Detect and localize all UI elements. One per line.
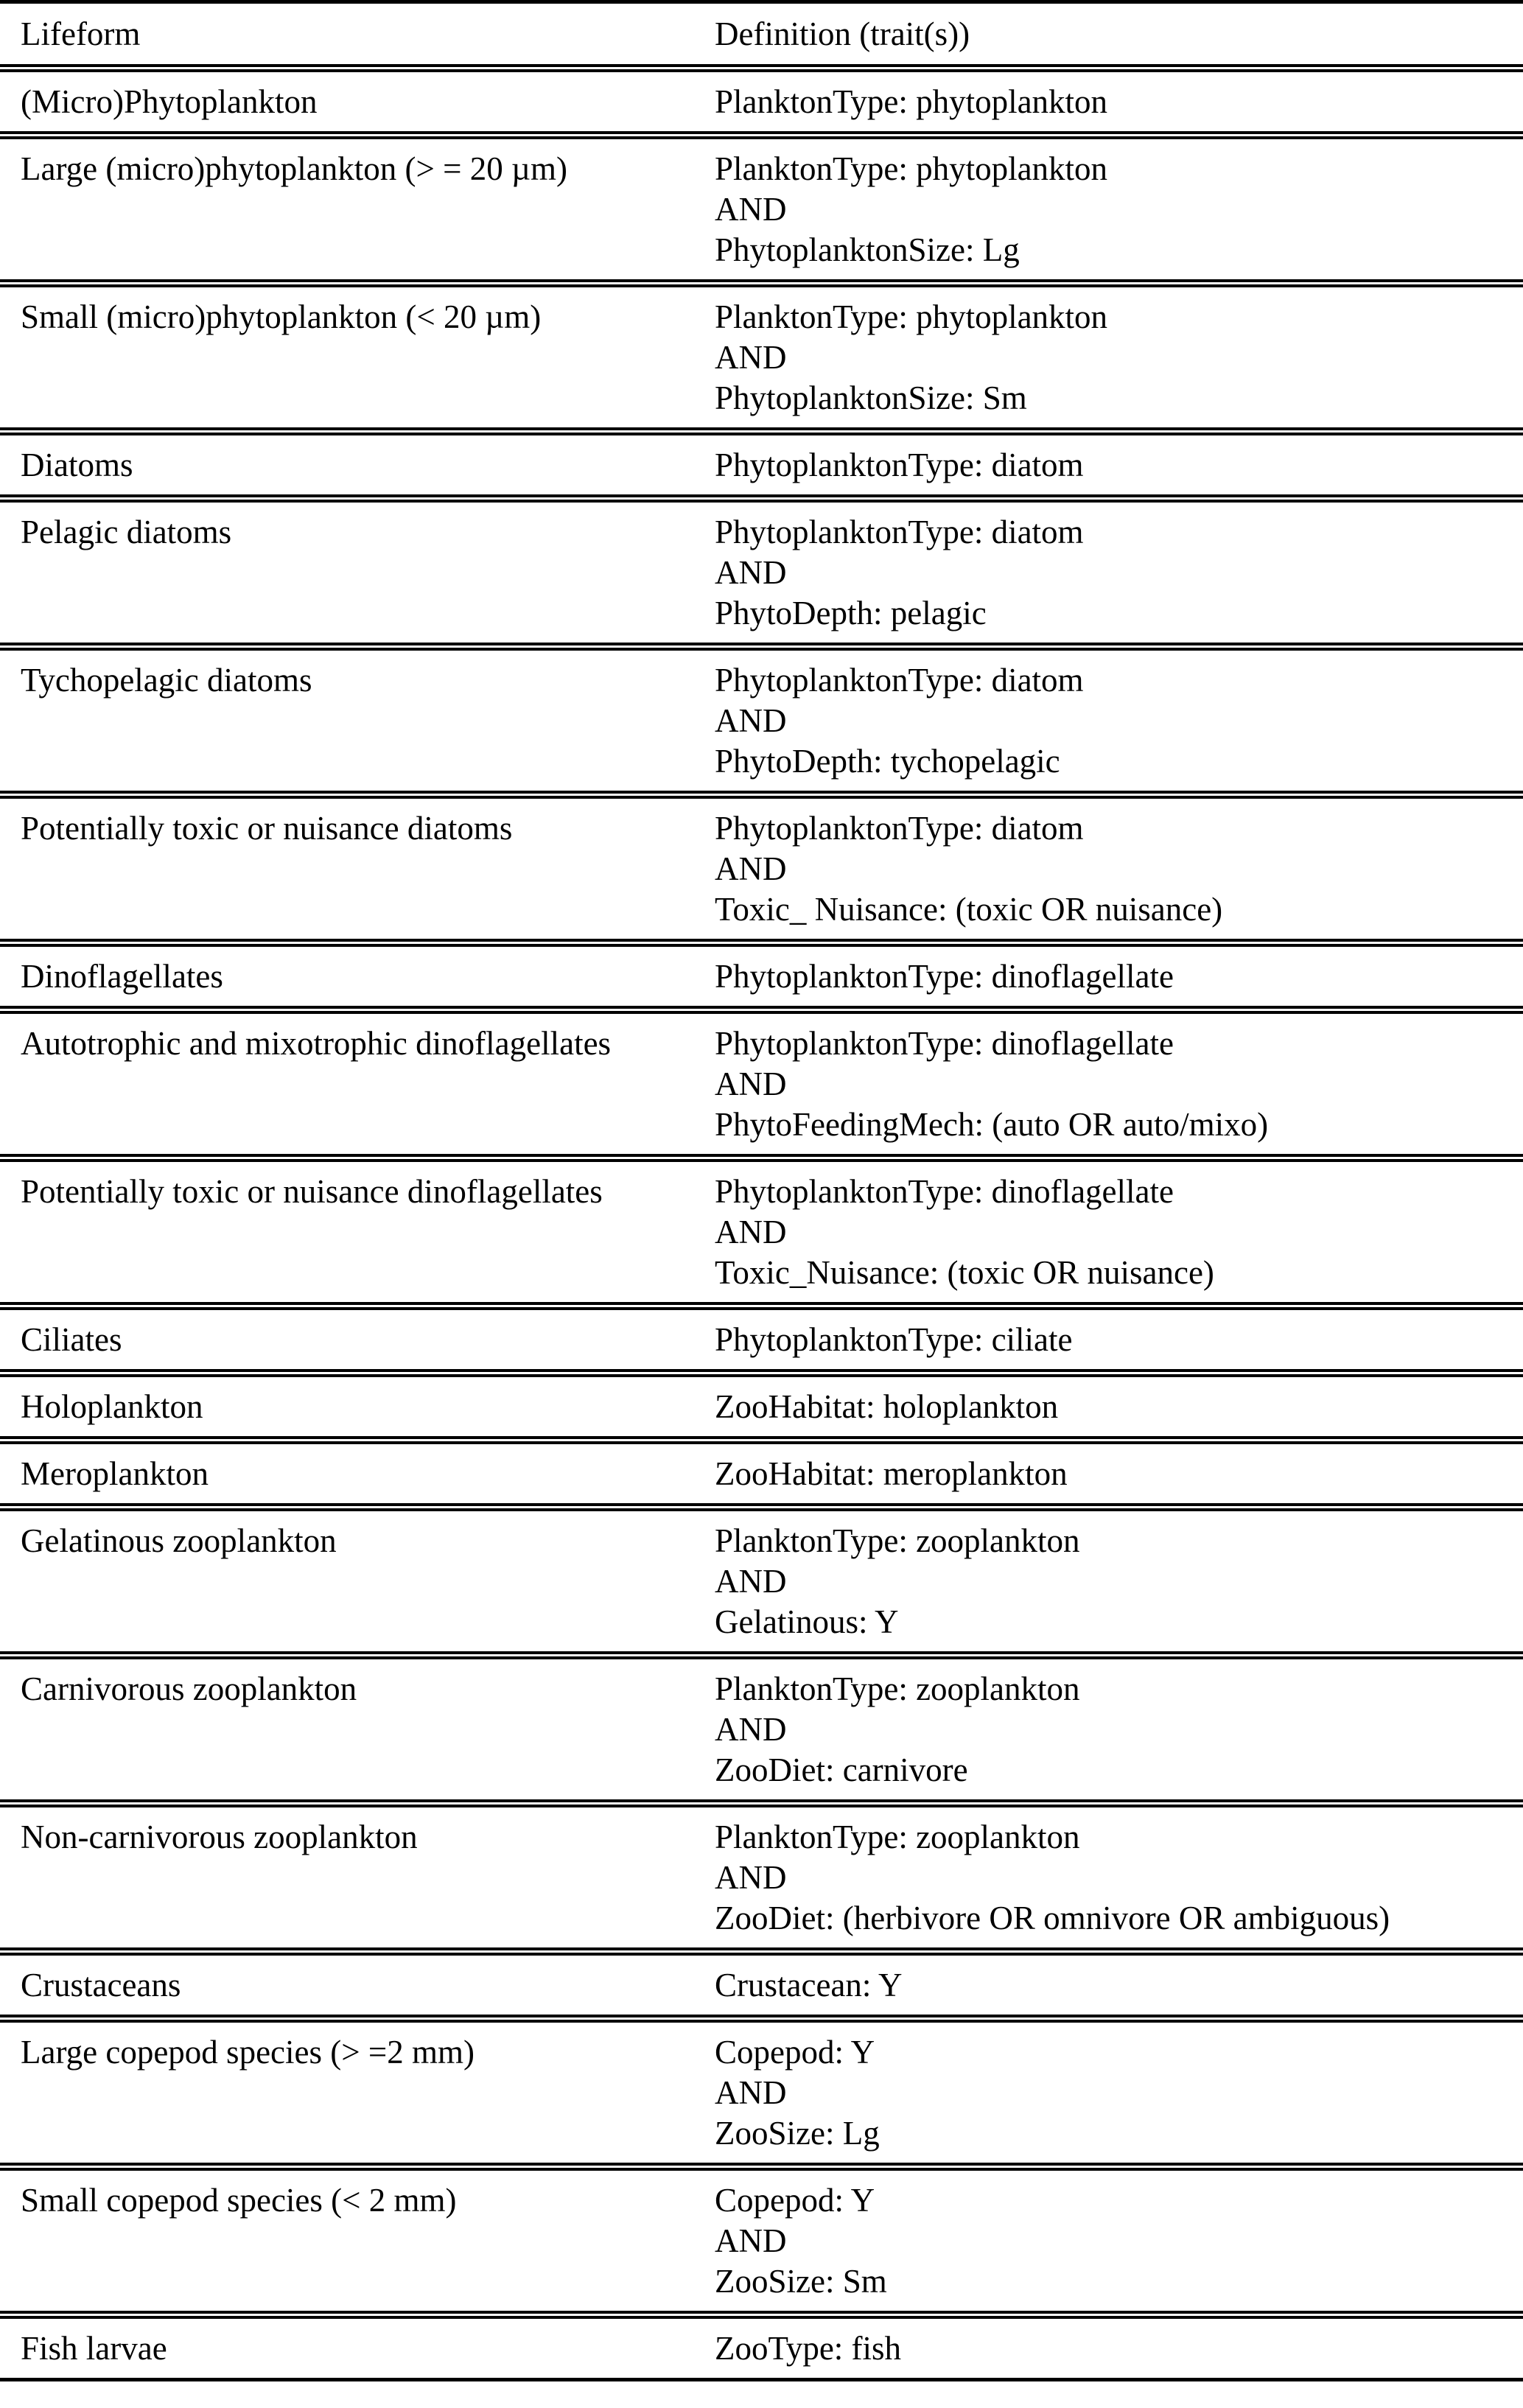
definition-line: PhytoplanktonSize: Sm [715,379,1027,416]
definition-line: PhytoplanktonType: diatom [715,662,1084,699]
lifeform-cell: Large copepod species (> =2 mm) [0,2019,696,2167]
definition-line: AND [715,191,787,228]
table-row [0,284,1523,432]
definition-cell [696,795,1523,943]
definition-line: AND [715,702,787,739]
table-row [0,136,1523,284]
lifeform-cell: Potentially toxic or nuisance dinoflagellates [0,1158,696,1306]
definition-cell [696,2167,1523,2315]
lifeform-cell: Ciliates [0,1306,696,1373]
definition-line: PhytoFeedingMech: (auto OR auto/mixo) [715,1106,1269,1143]
column-header-definition: Definition (trait(s)) [696,2,1523,69]
definition-line: PlanktonType: phytoplankton [715,83,1108,120]
definition-line: PhytoplanktonType: diatom [715,447,1084,483]
definition-cell [696,499,1523,647]
definition-line: ZooHabitat: meroplankton [715,1455,1068,1492]
definition-line: Copepod: Y [715,2182,875,2219]
table-row [0,1508,1523,1656]
definition-line: PlanktonType: phytoplankton [715,150,1108,187]
definition-cell [696,1158,1523,1306]
table-row [0,432,1523,499]
definition-line: ZooType: fish [715,2330,902,2367]
table-row [0,1010,1523,1158]
table-row [0,2167,1523,2315]
definition-line: PlanktonType: zooplankton [715,1819,1080,1855]
definition-cell [696,136,1523,284]
definition-line: ZooDiet: carnivore [715,1751,968,1788]
lifeform-cell: Fish larvae [0,2315,696,2380]
table-row [0,2315,1523,2380]
lifeform-cell: Meroplankton [0,1441,696,1508]
lifeform-cell: Small copepod species (< 2 mm) [0,2167,696,2315]
definition-cell [696,2019,1523,2167]
definition-line: PhytoDepth: pelagic [715,595,987,631]
lifeform-cell: Large (micro)phytoplankton (> = 20 µm) [0,136,696,284]
definition-cell [696,2315,1523,2380]
definition-line: PhytoplanktonType: ciliate [715,1321,1073,1358]
definition-line: PhytoplanktonSize: Lg [715,231,1020,268]
lifeform-cell: Non-carnivorous zooplankton [0,1804,696,1952]
table-row [0,1952,1523,2019]
header-row [0,2,1523,69]
definition-line: AND [715,554,787,591]
definition-cell [696,432,1523,499]
definition-line: PlanktonType: zooplankton [715,1522,1080,1559]
definition-line: AND [715,2222,787,2259]
table-header [0,2,1523,69]
definition-line: PlanktonType: zooplankton [715,1670,1080,1707]
table-row [0,647,1523,795]
definition-line: AND [715,2074,787,2111]
definition-cell [696,647,1523,795]
definition-line: PlanktonType: phytoplankton [715,298,1108,335]
definition-cell [696,284,1523,432]
lifeform-cell: Gelatinous zooplankton [0,1508,696,1656]
table-row [0,795,1523,943]
definition-line: AND [715,850,787,887]
definition-cell [696,1508,1523,1656]
table-row [0,943,1523,1010]
definition-line: AND [715,1065,787,1102]
lifeform-cell: Carnivorous zooplankton [0,1656,696,1804]
definition-line: PhytoplanktonType: dinoflagellate [715,1173,1174,1210]
definition-cell [696,1306,1523,1373]
table-body [0,69,1523,2380]
definition-line: ZooHabitat: holoplankton [715,1388,1059,1425]
definition-cell [696,1804,1523,1952]
definition-line: Toxic_Nuisance: (toxic OR nuisance) [715,1254,1214,1291]
lifeform-cell: Potentially toxic or nuisance diatoms [0,795,696,943]
definition-cell [696,1373,1523,1441]
definition-line: AND [715,339,787,376]
table-row [0,1306,1523,1373]
definition-cell [696,1441,1523,1508]
definition-line: Gelatinous: Y [715,1603,899,1640]
lifeform-cell: Dinoflagellates [0,943,696,1010]
table-row [0,1441,1523,1508]
table-row [0,2019,1523,2167]
lifeform-cell: (Micro)Phytoplankton [0,69,696,136]
definition-line: PhytoplanktonType: diatom [715,514,1084,550]
definition-cell [696,1010,1523,1158]
lifeform-cell: Pelagic diatoms [0,499,696,647]
lifeform-cell: Autotrophic and mixotrophic dinoflagellates [0,1010,696,1158]
definition-cell [696,69,1523,136]
definition-line: AND [715,1214,787,1250]
lifeform-cell: Small (micro)phytoplankton (< 20 µm) [0,284,696,432]
lifeform-cell: Holoplankton [0,1373,696,1441]
definition-cell [696,1952,1523,2019]
table-row [0,69,1523,136]
lifeform-cell: Diatoms [0,432,696,499]
definition-line: PhytoplanktonType: dinoflagellate [715,1025,1174,1062]
definition-line: PhytoplanktonType: diatom [715,810,1084,847]
definition-line: Toxic_ Nuisance: (toxic OR nuisance) [715,891,1223,928]
definition-line: Copepod: Y [715,2034,875,2071]
definition-line: AND [715,1859,787,1896]
column-header-lifeform: Lifeform [0,2,696,69]
definition-cell [696,943,1523,1010]
lifeform-cell: Tychopelagic diatoms [0,647,696,795]
table-row [0,499,1523,647]
definition-line: ZooDiet: (herbivore OR omnivore OR ambiguous) [715,1900,1390,1936]
lifeform-cell: Crustaceans [0,1952,696,2019]
definition-line: AND [715,1563,787,1600]
table-row [0,1158,1523,1306]
definition-cell [696,1656,1523,1804]
table-row [0,1373,1523,1441]
definition-line: Crustacean: Y [715,1967,903,2003]
definition-line: PhytoDepth: tychopelagic [715,743,1060,780]
definition-line: ZooSize: Sm [715,2263,887,2300]
definition-line: ZooSize: Lg [715,2115,880,2152]
definition-line: PhytoplanktonType: dinoflagellate [715,958,1174,995]
definition-line: AND [715,1711,787,1748]
table-row [0,1804,1523,1952]
table-row [0,1656,1523,1804]
